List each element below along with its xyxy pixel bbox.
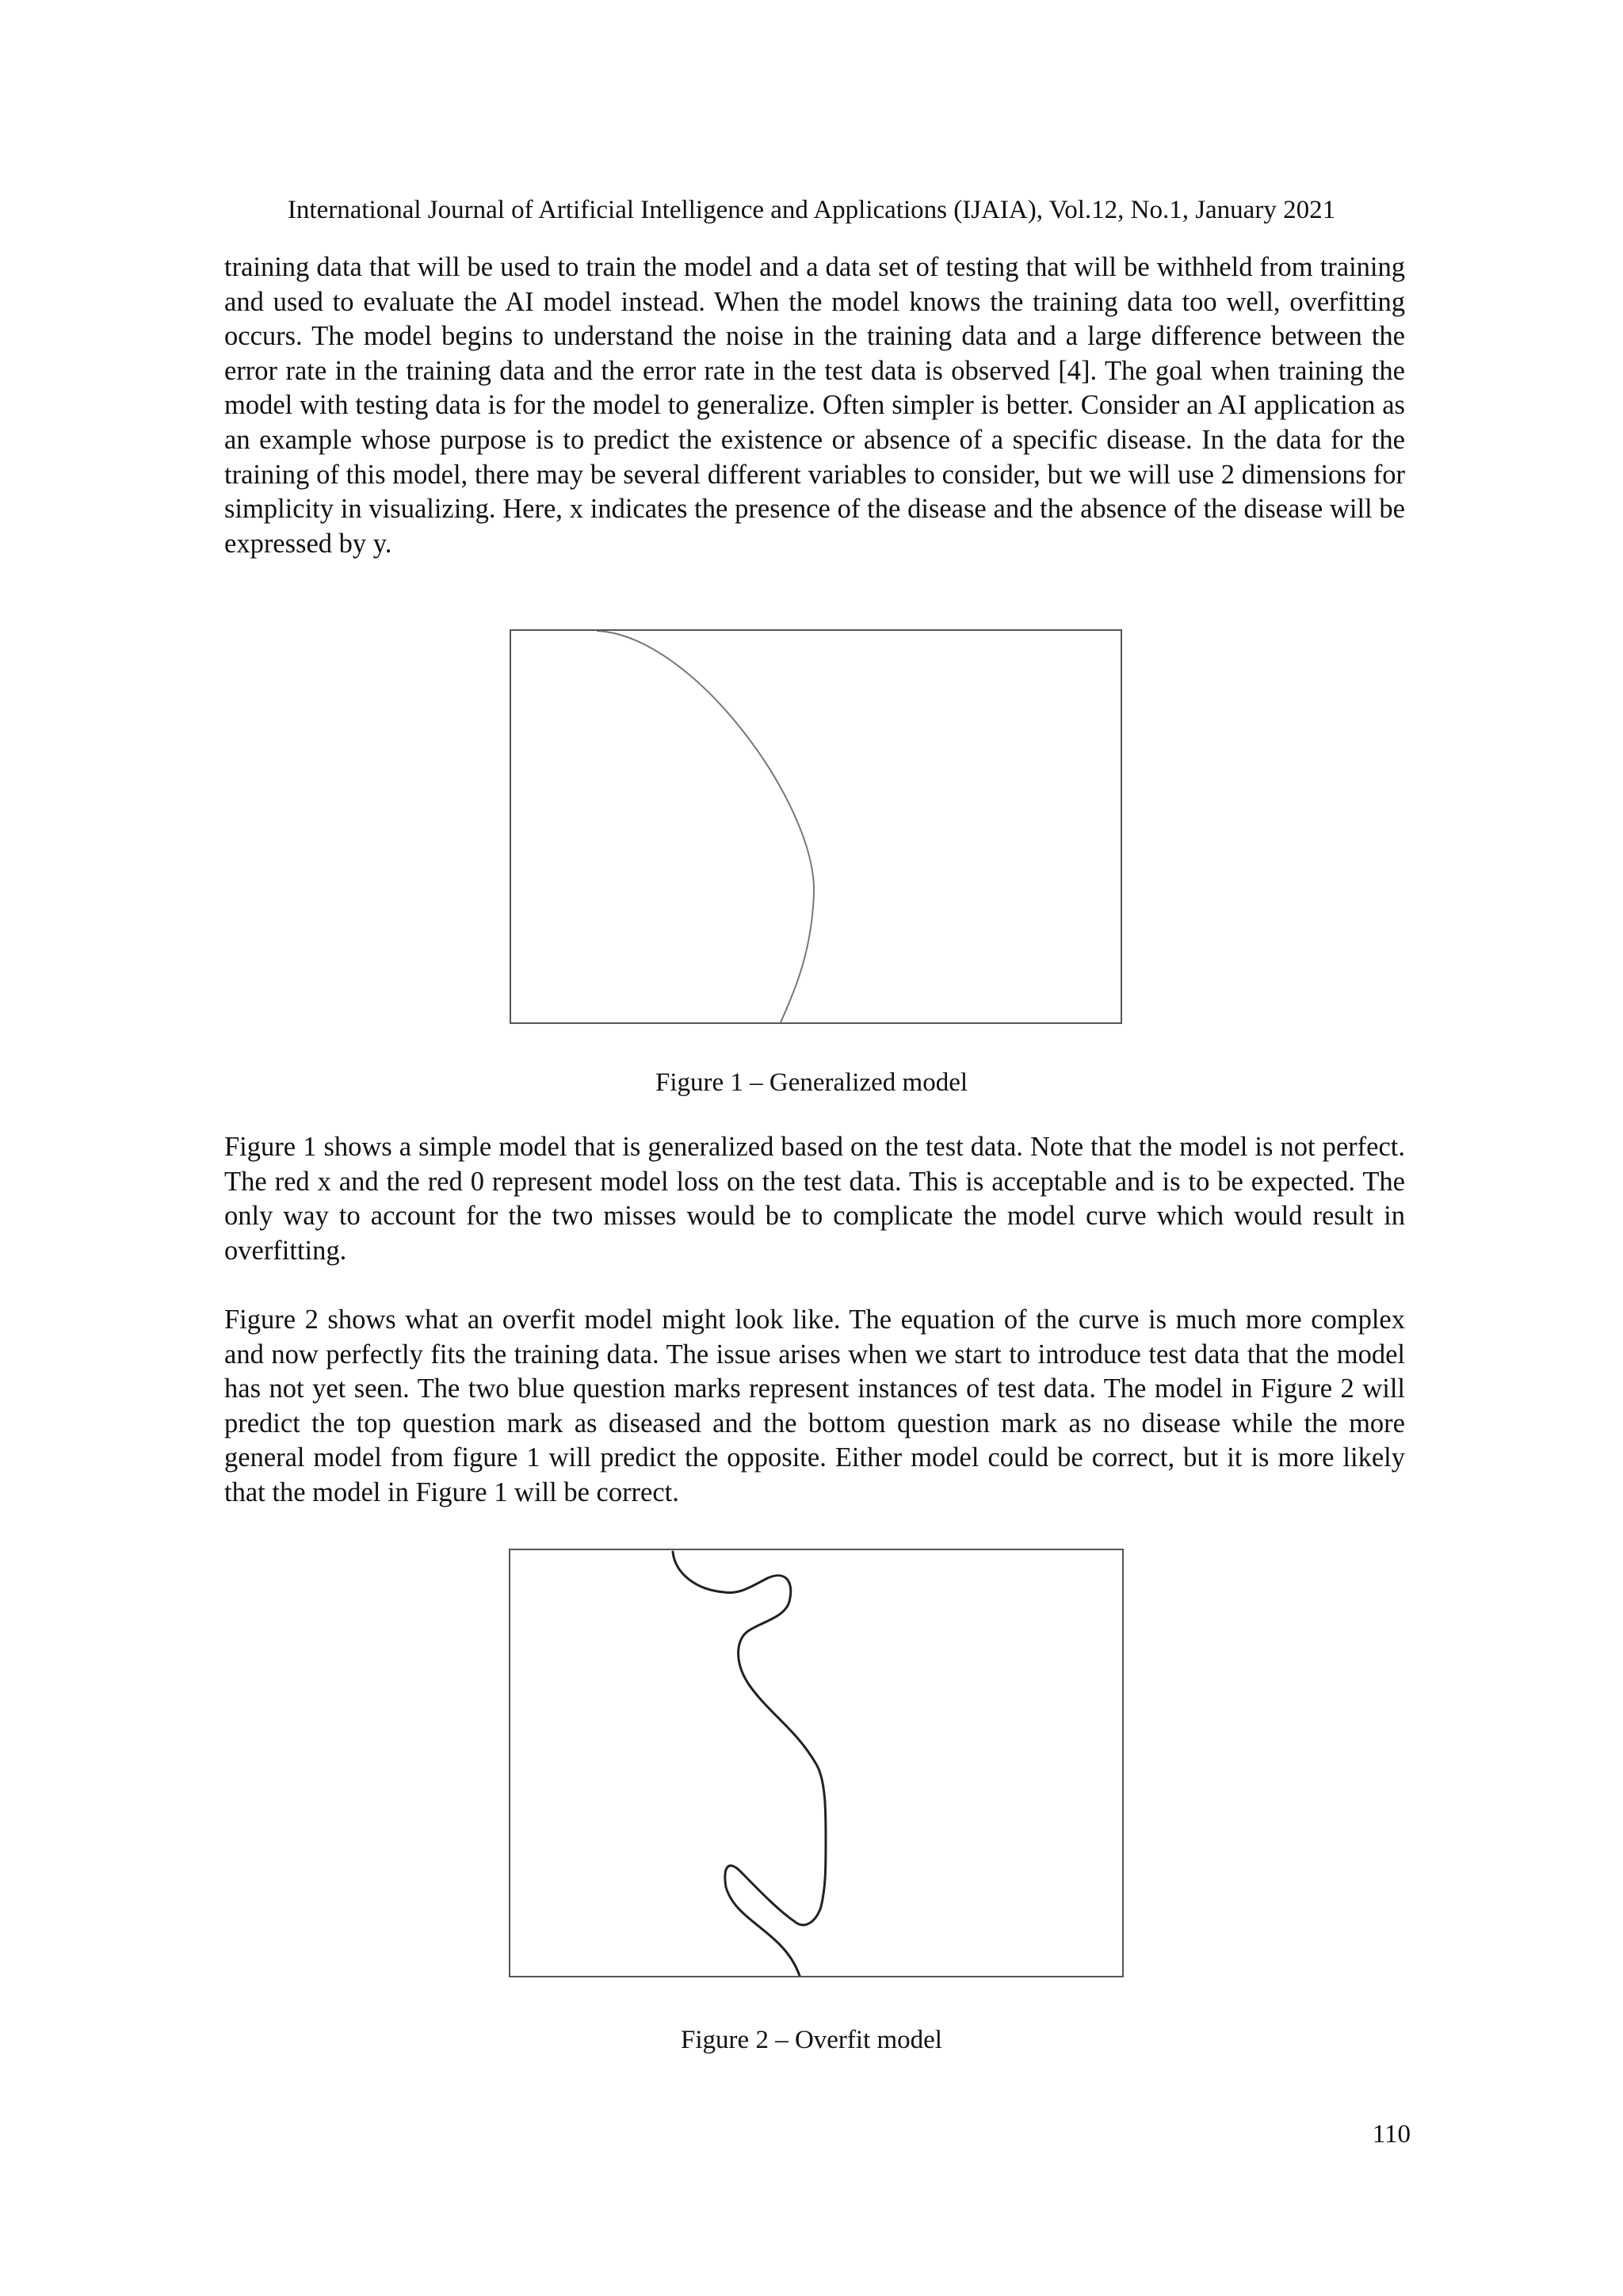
generalized-decision-curve — [597, 631, 814, 1022]
paragraph-1: training data that will be used to train the model and a data set of testing that will be withheld from training and used to evaluate the AI model instead. When the model knows the training data too well, overfitting occurs. The model begins to understand the noise in the training data and a large difference between the error rate in the training data and the error rate in the test data is observed [4]. The goal when training the model with testing data is for the model to generalize. Often simpler is better. Consider an AI application as an example whose purpose is to predict the existence or absence of a specific disease. In the data for the training of this model, there may be several different variables to consider, but we will use 2 dimensions for simplicity in visualizing. Here, x indicates the presence of the disease and the absence of the disease will be expressed by y. — [224, 252, 1405, 559]
figure-2-graphic — [510, 1550, 1122, 1976]
figure-2-caption: Figure 2 – Overfit model — [681, 2026, 942, 2054]
figure-1-graphic — [511, 631, 1121, 1022]
paragraph-3: Figure 2 shows what an overfit model might look like. The equation of the curve is much more complex and now perfectly fits the training data. The issue arises when we start to introduce test data that the model has not yet seen. The two blue question marks represent instances of test data. The model in Figure 2 will predict the top question mark as diseased and the bottom question mark as no disease while the more general model from figure 1 will predict the opposite. Either model could be correct, but it is more likely that the model in Figure 1 will be correct. — [224, 1305, 1405, 1507]
journal-header: International Journal of Artificial Intelligence and Applications (IJAIA), Vol.12, No.1, January 2021 — [287, 196, 1336, 224]
figure-1-caption: Figure 1 – Generalized model — [655, 1068, 968, 1097]
figure-1-plot — [510, 629, 1122, 1024]
figure-2-plot — [509, 1549, 1124, 1977]
overfit-decision-curve — [673, 1552, 826, 1976]
page-number: 110 — [1372, 2120, 1411, 2149]
paragraph-2: Figure 1 shows a simple model that is generalized based on the test data. Note that the model is not perfect. The red x and the red 0 represent model loss on the test data. This is acceptable and is to be expected. The only way to account for the two misses would be to complicate the model curve which would result in overfitting. — [224, 1132, 1405, 1266]
